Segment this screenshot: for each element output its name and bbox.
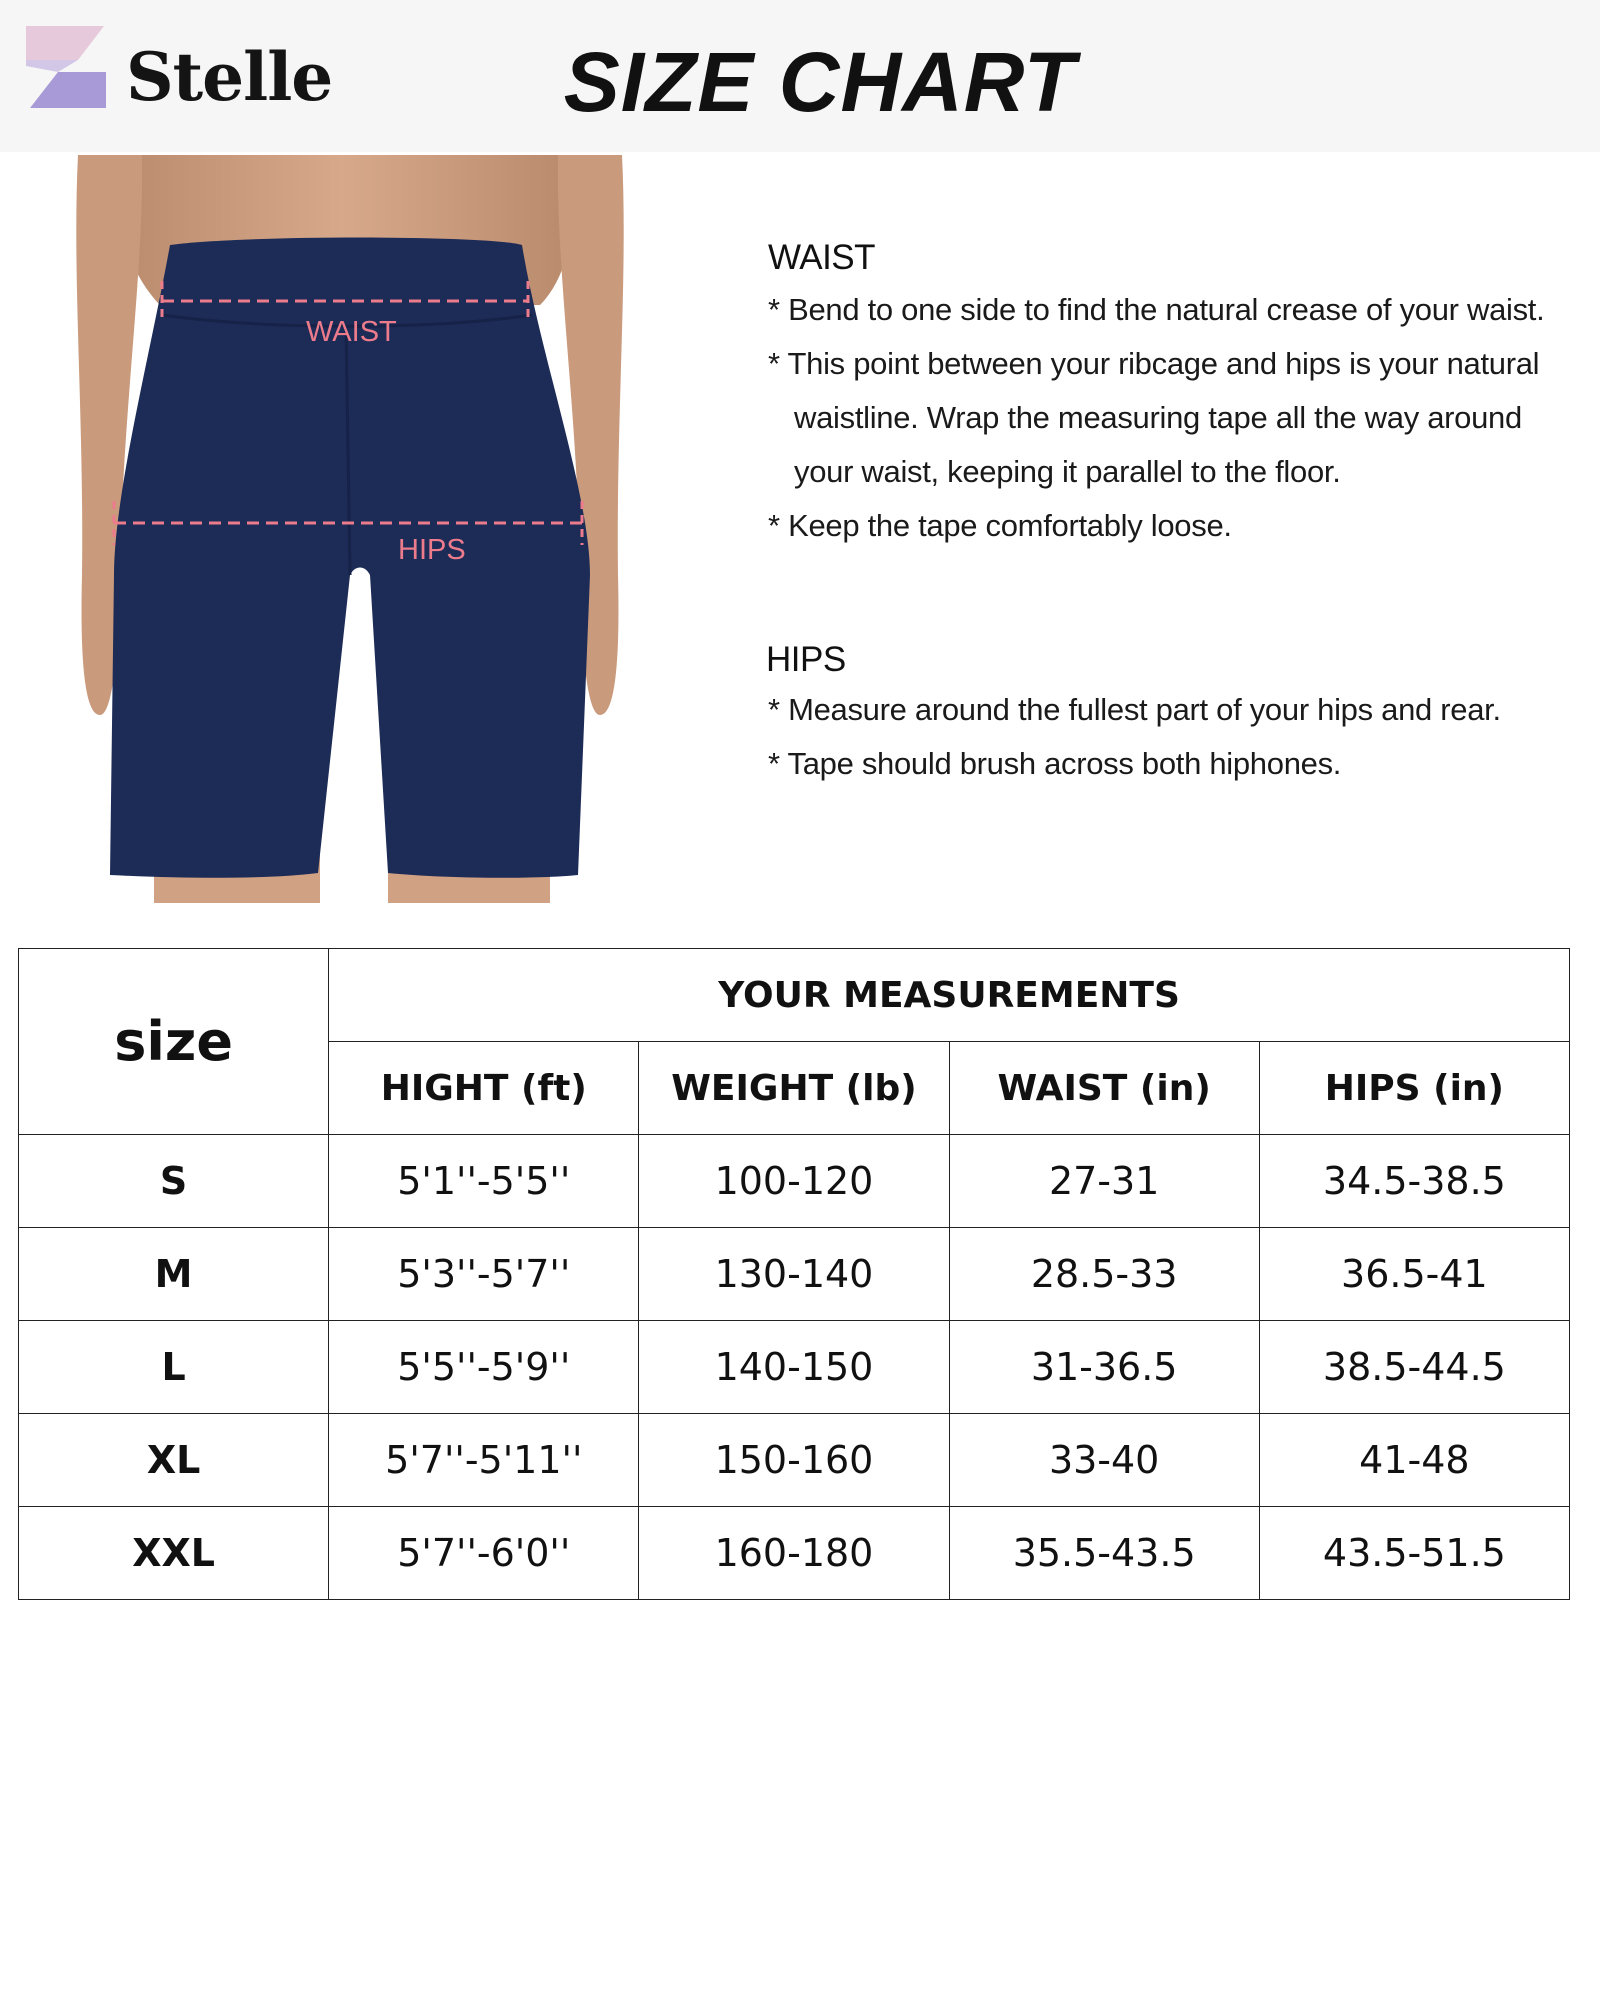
measurements-group-header: YOUR MEASUREMENTS — [329, 949, 1570, 1042]
header-bar — [0, 0, 1600, 152]
weight-cell: 150-160 — [639, 1414, 949, 1507]
weight-cell: 130-140 — [639, 1228, 949, 1321]
table-row — [19, 1135, 1570, 1228]
waist-cell: 28.5-33 — [949, 1228, 1259, 1321]
size-table — [18, 948, 1570, 1600]
hips-instruction-line: * Measure around the fullest part of your hips and rear. — [768, 692, 1501, 727]
height-cell: 5'7''-5'11'' — [329, 1414, 639, 1507]
size-column-header: size — [19, 949, 329, 1135]
table-row — [19, 1228, 1570, 1321]
weight-cell: 100-120 — [639, 1135, 949, 1228]
column-header-hips: HIPS (in) — [1259, 1042, 1569, 1135]
table-header-row — [19, 949, 1570, 1042]
height-cell: 5'1''-5'5'' — [329, 1135, 639, 1228]
hips-measure-label: HIPS — [398, 534, 466, 566]
size-cell: S — [19, 1135, 329, 1228]
waist-cell: 27-31 — [949, 1135, 1259, 1228]
page-title: SIZE CHART — [563, 35, 1077, 129]
table-row — [19, 1321, 1570, 1414]
size-cell: XL — [19, 1414, 329, 1507]
waist-measure-label: WAIST — [306, 316, 397, 348]
table-row — [19, 1507, 1570, 1600]
waist-instruction-line: * Bend to one side to find the natural crease of your waist. — [768, 292, 1545, 327]
waist-instruction-line: * This point between your ribcage and hips is your natural — [768, 346, 1540, 381]
weight-cell: 140-150 — [639, 1321, 949, 1414]
waist-cell: 33-40 — [949, 1414, 1259, 1507]
hips-instruction-line: * Tape should brush across both hiphones. — [768, 746, 1342, 781]
stelle-logo-icon — [16, 20, 106, 110]
size-cell: XXL — [19, 1507, 329, 1600]
hips-cell: 41-48 — [1259, 1414, 1569, 1507]
height-cell: 5'5''-5'9'' — [329, 1321, 639, 1414]
height-cell: 5'3''-5'7'' — [329, 1228, 639, 1321]
hips-cell: 38.5-44.5 — [1259, 1321, 1569, 1414]
size-cell: M — [19, 1228, 329, 1321]
hips-heading: HIPS — [766, 640, 846, 679]
waist-heading: WAIST — [768, 238, 876, 277]
table-row — [19, 1414, 1570, 1507]
product-photo — [70, 155, 630, 903]
hips-cell: 36.5-41 — [1259, 1228, 1569, 1321]
waist-instruction-line: waistline. Wrap the measuring tape all the way around — [794, 400, 1522, 435]
hips-cell: 43.5-51.5 — [1259, 1507, 1569, 1600]
column-header-weight: WEIGHT (lb) — [639, 1042, 949, 1135]
height-cell: 5'7''-6'0'' — [329, 1507, 639, 1600]
waist-cell: 35.5-43.5 — [949, 1507, 1259, 1600]
waist-instruction-line: * Keep the tape comfortably loose. — [768, 508, 1232, 543]
weight-cell: 160-180 — [639, 1507, 949, 1600]
brand-name: Stelle — [126, 38, 333, 116]
column-header-waist: WAIST (in) — [949, 1042, 1259, 1135]
column-header-hight: HIGHT (ft) — [329, 1042, 639, 1135]
waist-cell: 31-36.5 — [949, 1321, 1259, 1414]
hips-cell: 34.5-38.5 — [1259, 1135, 1569, 1228]
size-cell: L — [19, 1321, 329, 1414]
waist-instruction-line: your waist, keeping it parallel to the floor. — [794, 454, 1341, 489]
